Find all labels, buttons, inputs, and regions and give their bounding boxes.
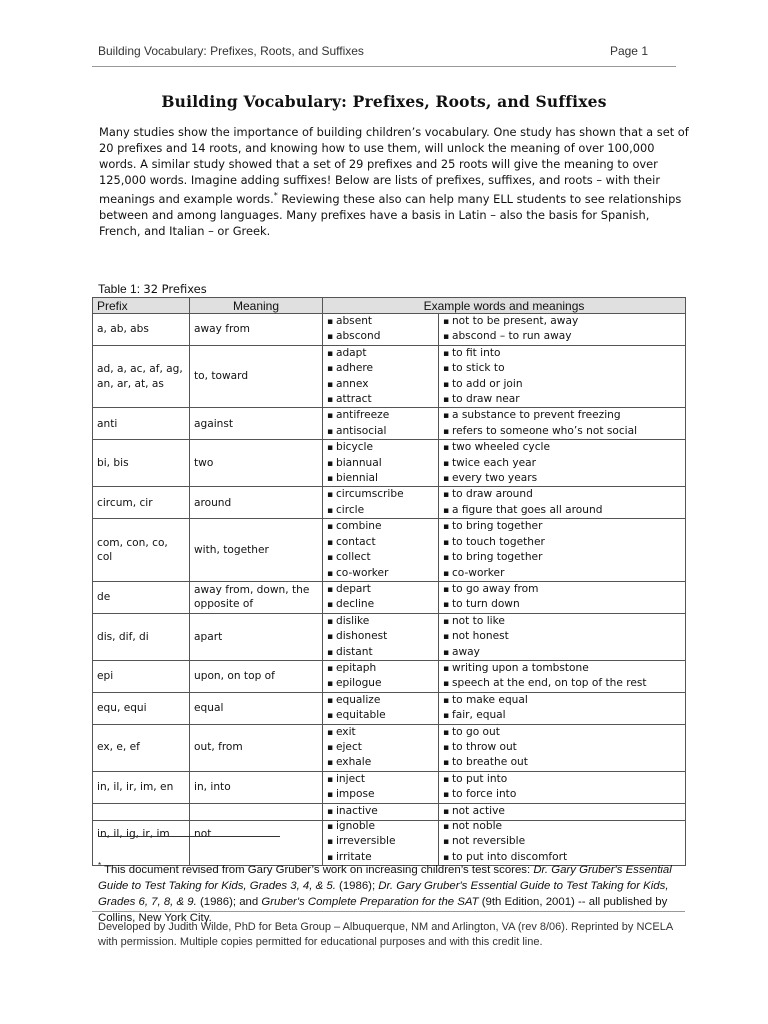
example-meanings-cell (439, 408, 686, 440)
example-word: ▪ decline (327, 597, 434, 612)
example-meaning: ▪ writing upon a tombstone (443, 661, 681, 676)
example-word: ▪ antifreeze (327, 408, 434, 423)
prefix-cell: bi, bis (93, 440, 190, 487)
example-word: ▪ epilogue (327, 676, 434, 691)
example-meanings-cell (439, 487, 686, 519)
prefix-cell: ad, a, ac, af, ag, an, ar, at, as (93, 345, 190, 408)
prefix-cell: in, il, ig, ir, im (93, 803, 190, 866)
example-meaning: ▪ to put into (443, 772, 681, 787)
example-meanings-cell (439, 581, 686, 613)
example-word: ▪ biannual (327, 456, 434, 471)
table-row (93, 345, 686, 408)
table-row (93, 724, 686, 771)
example-meaning: ▪ not to be present, away (443, 314, 681, 329)
meaning-cell: apart (190, 613, 323, 660)
example-meaning: ▪ every two years (443, 471, 681, 486)
example-meaning: ▪ to bring together (443, 519, 681, 534)
table-row (93, 440, 686, 487)
footnote-marker: * (273, 191, 278, 200)
prefix-cell: dis, dif, di (93, 613, 190, 660)
example-meaning: ▪ not reversible (443, 834, 681, 849)
prefix-cell: com, con, co, col (93, 519, 190, 582)
footnote-text: This document revised from Gary Gruber’s work on increasing children’s test scores: (101, 863, 534, 876)
prefix-cell: in, il, ir, im, en (93, 771, 190, 803)
meaning-cell: away from (190, 314, 323, 346)
running-header (98, 44, 648, 64)
prefix-cell: ex, e, ef (93, 724, 190, 771)
example-words-cell (323, 487, 439, 519)
table-header-row (93, 298, 686, 314)
example-meaning: ▪ not to like (443, 614, 681, 629)
example-meaning: ▪ to make equal (443, 693, 681, 708)
example-meaning: ▪ to go out (443, 725, 681, 740)
credit-divider (92, 911, 685, 912)
example-word: ▪ combine (327, 519, 434, 534)
example-meaning: ▪ to touch together (443, 535, 681, 550)
example-meaning: ▪ refers to someone who’s not social (443, 424, 681, 439)
table-row (93, 581, 686, 613)
example-word: ▪ adhere (327, 361, 434, 376)
table-caption-label: Table 1: (98, 282, 141, 296)
footnote-text: (1986); (335, 879, 379, 892)
table-row (93, 803, 686, 866)
example-meaning: ▪ not active (443, 804, 681, 819)
meaning-cell: away from, down, the opposite of (190, 581, 323, 613)
example-meaning: ▪ to force into (443, 787, 681, 802)
meaning-cell: with, together (190, 519, 323, 582)
example-word: ▪ exhale (327, 755, 434, 770)
table-row (93, 613, 686, 660)
example-meanings-cell (439, 613, 686, 660)
example-meanings-cell (439, 440, 686, 487)
example-words-cell (323, 408, 439, 440)
example-word: ▪ contact (327, 535, 434, 550)
footnote-text: (1986); and (196, 895, 262, 908)
example-word: ▪ ignoble (327, 819, 434, 834)
example-words-cell (323, 581, 439, 613)
table-row (93, 408, 686, 440)
example-word: ▪ absent (327, 314, 434, 329)
table-body (93, 314, 686, 866)
footnote-book-title: Dr. Gary Gruber's Essential Guide to Test Taking for Kids, Grades 3, 4, & 5. (98, 863, 672, 892)
footnote-separator (98, 836, 280, 837)
meaning-cell: around (190, 487, 323, 519)
example-meaning: ▪ a substance to prevent freezing (443, 408, 681, 423)
example-word: ▪ inject (327, 772, 434, 787)
prefix-cell: epi (93, 660, 190, 692)
example-meaning: ▪ not honest (443, 629, 681, 644)
meaning-cell: in, into (190, 771, 323, 803)
example-word: ▪ attract (327, 392, 434, 407)
intro-text-b: Reviewing these also can help many ELL students to see relationships between and among languages. Many prefixes have a basis in Latin – also the basis for Spanish, French, and Italian – or Greek. (99, 191, 682, 238)
header-prefix: Prefix (93, 298, 190, 314)
footnote-text: (9th Edition, 2001) -- all published by Collins, New York City. (98, 895, 668, 924)
prefix-cell: anti (93, 408, 190, 440)
meaning-cell: to, toward (190, 345, 323, 408)
prefix-cell: equ, equi (93, 692, 190, 724)
footnote-book-title: Gruber's Complete Preparation for the SAT (261, 895, 479, 908)
intro-text-a: Many studies show the importance of building children’s vocabulary. One study has shown that a set of 20 prefixes and 14 roots, and knowing how to use them, will unlock the meaning of over 100,000 words. A similar study showed that a set of 29 prefixes and 25 roots will give the meaning to over 125,000 words. Imagine adding suffixes! Below are lists of prefixes, suffixes, and roots – with their meanings and example words. (99, 125, 689, 206)
example-word: ▪ epitaph (327, 661, 434, 676)
example-word: ▪ equitable (327, 708, 434, 723)
example-word: ▪ biennial (327, 471, 434, 486)
example-meaning: ▪ to draw around (443, 487, 681, 502)
example-meaning: ▪ twice each year (443, 456, 681, 471)
example-word: ▪ adapt (327, 346, 434, 361)
example-meaning: ▪ to draw near (443, 392, 681, 407)
table-row (93, 487, 686, 519)
example-meaning: ▪ to put into discomfort (443, 850, 681, 865)
example-meaning: ▪ fair, equal (443, 708, 681, 723)
example-meanings-cell (439, 660, 686, 692)
example-words-cell (323, 724, 439, 771)
running-header-title: Building Vocabulary: Prefixes, Roots, and Suffixes (98, 44, 364, 58)
example-word: ▪ equalize (327, 693, 434, 708)
example-meanings-cell (439, 771, 686, 803)
example-word: ▪ abscond (327, 329, 434, 344)
example-meaning: ▪ to breathe out (443, 755, 681, 770)
table-row (93, 692, 686, 724)
prefix-cell: circum, cir (93, 487, 190, 519)
example-word: ▪ annex (327, 377, 434, 392)
example-word: ▪ dishonest (327, 629, 434, 644)
example-word: ▪ dislike (327, 614, 434, 629)
example-meaning: ▪ to add or join (443, 377, 681, 392)
meaning-cell: equal (190, 692, 323, 724)
example-words-cell (323, 440, 439, 487)
example-words-cell (323, 771, 439, 803)
example-meanings-cell (439, 724, 686, 771)
example-meaning: ▪ speech at the end, on top of the rest (443, 676, 681, 691)
example-meaning: ▪ to turn down (443, 597, 681, 612)
prefix-cell: a, ab, abs (93, 314, 190, 346)
example-meanings-cell (439, 692, 686, 724)
table-caption-title: 32 Prefixes (143, 282, 207, 296)
example-meanings-cell (439, 345, 686, 408)
footnote-marker: * (98, 861, 102, 870)
example-meanings-cell (439, 314, 686, 346)
example-word: ▪ circumscribe (327, 487, 434, 502)
intro-paragraph (99, 124, 689, 239)
example-word: ▪ eject (327, 740, 434, 755)
header-examples: Example words and meanings (323, 298, 686, 314)
header-meaning: Meaning (190, 298, 323, 314)
table-row (93, 771, 686, 803)
page-number: Page 1 (609, 44, 648, 58)
meaning-cell: upon, on top of (190, 660, 323, 692)
credit-line: Developed by Judith Wilde, PhD for Beta Group – Albuquerque, NM and Arlington, VA (rev 8/06). Reprinted by NCELA with permission. Multiple copies permitted for educational purposes and with this credit line. (98, 921, 673, 948)
example-word: ▪ inactive (327, 804, 434, 819)
example-word: ▪ antisocial (327, 424, 434, 439)
example-words-cell (323, 613, 439, 660)
example-meaning: ▪ to go away from (443, 582, 681, 597)
example-meaning: ▪ to bring together (443, 550, 681, 565)
example-word: ▪ co-worker (327, 566, 434, 581)
example-words-cell (323, 314, 439, 346)
meaning-cell: out, from (190, 724, 323, 771)
meaning-cell: not (190, 803, 323, 866)
table-bottom-divider (92, 820, 685, 821)
prefix-table (92, 297, 686, 866)
example-meaning: ▪ to fit into (443, 346, 681, 361)
example-word: ▪ distant (327, 645, 434, 660)
meaning-cell: two (190, 440, 323, 487)
example-meaning: ▪ abscond – to run away (443, 329, 681, 344)
example-meanings-cell (439, 803, 686, 866)
example-words-cell (323, 519, 439, 582)
example-words-cell (323, 345, 439, 408)
document-title: Building Vocabulary: Prefixes, Roots, and Suffixes (161, 92, 607, 111)
meaning-cell: against (190, 408, 323, 440)
example-words-cell (323, 803, 439, 866)
example-meaning: ▪ co-worker (443, 566, 681, 581)
example-meaning: ▪ away (443, 645, 681, 660)
example-words-cell (323, 660, 439, 692)
example-meaning: ▪ two wheeled cycle (443, 440, 681, 455)
example-word: ▪ impose (327, 787, 434, 802)
example-word: ▪ irritate (327, 850, 434, 865)
example-meaning: ▪ not noble (443, 819, 681, 834)
example-word: ▪ exit (327, 725, 434, 740)
prefix-cell: de (93, 581, 190, 613)
example-word: ▪ depart (327, 582, 434, 597)
example-word: ▪ circle (327, 503, 434, 518)
footnote-book-title: Dr. Gary Gruber's Essential Guide to Test Taking for Kids, Grades 6, 7, 8, & 9. (98, 879, 669, 908)
example-word: ▪ bicycle (327, 440, 434, 455)
table-row (93, 660, 686, 692)
example-word: ▪ irreversible (327, 834, 434, 849)
table-row (93, 519, 686, 582)
example-meaning: ▪ to throw out (443, 740, 681, 755)
footnote (98, 858, 678, 926)
example-meaning: ▪ a figure that goes all around (443, 503, 681, 518)
header-divider (92, 66, 676, 67)
example-words-cell (323, 692, 439, 724)
table-caption (98, 282, 207, 296)
example-meaning: ▪ to stick to (443, 361, 681, 376)
example-meanings-cell (439, 519, 686, 582)
table-row (93, 314, 686, 346)
example-word: ▪ collect (327, 550, 434, 565)
